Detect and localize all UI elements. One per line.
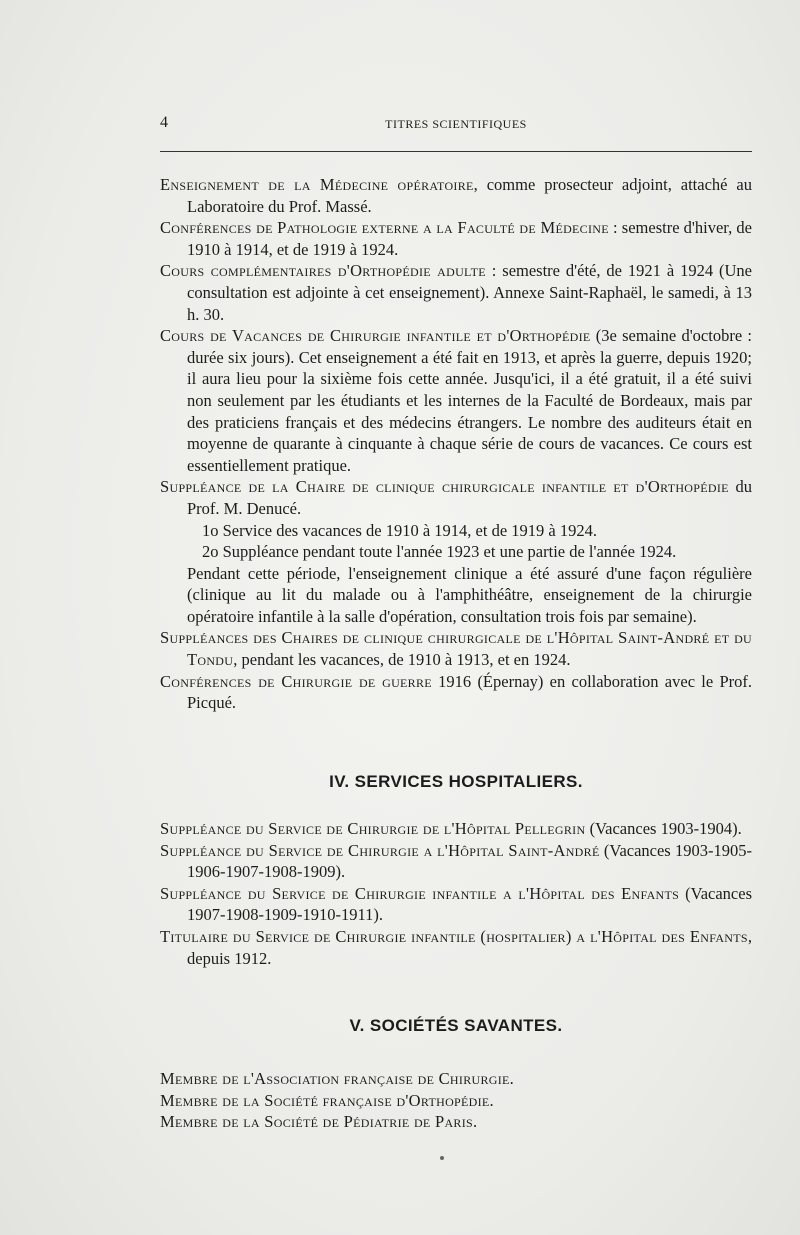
page-header <box>160 114 752 136</box>
list-item: Suppléance du Service de Chirurgie infantile a l'Hôpital des Enfants (Vacances 1907-1908-1909-1910-1911). <box>160 883 752 925</box>
entry-chirurgie-guerre: Conférences de Chirurgie de guerre 1916 (Épernay) en collaboration avec le Prof. Picqué. <box>160 671 752 713</box>
running-title: TITRES SCIENTIFIQUES <box>385 117 527 131</box>
suppleance-item-2: 2o Suppléance pendant toute l'année 1923 et une partie de l'année 1924. <box>202 542 677 562</box>
entry-suppleances-chaires: Suppléances des Chaires de clinique chirurgicale de l'Hôpital Saint-André et du Tondu, pendant les vacances, de 1910 à 1913, et en 1924. <box>160 628 752 670</box>
section-iv-list <box>160 818 752 969</box>
ink-dot <box>440 1156 444 1160</box>
entry-suppleance-chaire: Suppléance de la Chaire de clinique chirurgicale infantile et d'Orthopédie du Prof. M. Denucé. <box>160 477 753 518</box>
header-rule <box>160 151 752 152</box>
list-item: Titulaire du Service de Chirurgie infantile (hospitalier) a l'Hôpital des Enfants, depuis 1912. <box>160 926 752 968</box>
list-item: Membre de l'Association française de Chirurgie. <box>160 1069 515 1088</box>
entry-orthopedie-adulte: Cours complémentaires d'Orthopédie adulte : semestre d'été, de 1921 à 1924 (Une consultation est adjointe à cet enseignement). Annexe Saint-Raphaël, le samedi, à 13 h. 30. <box>160 261 752 324</box>
list-item: Membre de la Société française d'Orthopédie. <box>160 1090 494 1110</box>
teaching-section <box>160 174 752 714</box>
section-v-title: V. SOCIÉTÉS SAVANTES. <box>349 1016 563 1035</box>
entry-cours-vacances: Cours de Vacances de Chirurgie infantile et d'Orthopédie (3e semaine d'octobre : durée six jours). Cet enseignement a été fait en 1913, et après la guerre, depuis 1920; il aura lieu pour la sixième fois cette année. Jusqu'ici, il a été gratuit, il a été suivi non seulement par les étudiants et les internes de la Faculté de Bordeaux, mais par des praticiens français et des médecins étrangers. Le nombre des auditeurs était en moyenne de quarante à cinquante à chaque série de cours de vacances. Ce cours est essentiellement pratique. <box>160 326 752 475</box>
entry-pathologie-externe: Conférences de Pathologie externe a la Faculté de Médecine : semestre d'hiver, de 1910 à 1914, et de 1919 à 1924. <box>160 218 752 259</box>
section-iv-title: IV. SERVICES HOSPITALIERS. <box>329 772 583 791</box>
list-item: Membre de la Société de Pédiatrie de Paris. <box>160 1112 478 1132</box>
suppleance-item-1: 1o Service des vacances de 1910 à 1914, et de 1919 à 1924. <box>202 520 597 540</box>
list-item: Suppléance du Service de Chirurgie a l'Hôpital Saint-André (Vacances 1903-1905-1906-1907-1908-1909). <box>160 840 752 882</box>
page-number: 4 <box>160 114 168 131</box>
list-item: Suppléance du Service de Chirurgie de l'Hôpital Pellegrin (Vacances 1903-1904). <box>160 819 742 838</box>
section-v-list <box>160 1068 752 1133</box>
suppleance-item-3: Pendant cette période, l'enseignement clinique a été assuré d'une façon régulière (clinique au lit du malade ou à l'amphithéâtre, enseignement de la chirurgie opératoire infantile à la salle d'opération, consultation trois fois par semaine). <box>187 563 752 626</box>
entry-medecine-operatoire: Enseignement de la Médecine opératoire, comme prosecteur adjoint, attaché au Laboratoire du Prof. Massé. <box>160 175 752 216</box>
